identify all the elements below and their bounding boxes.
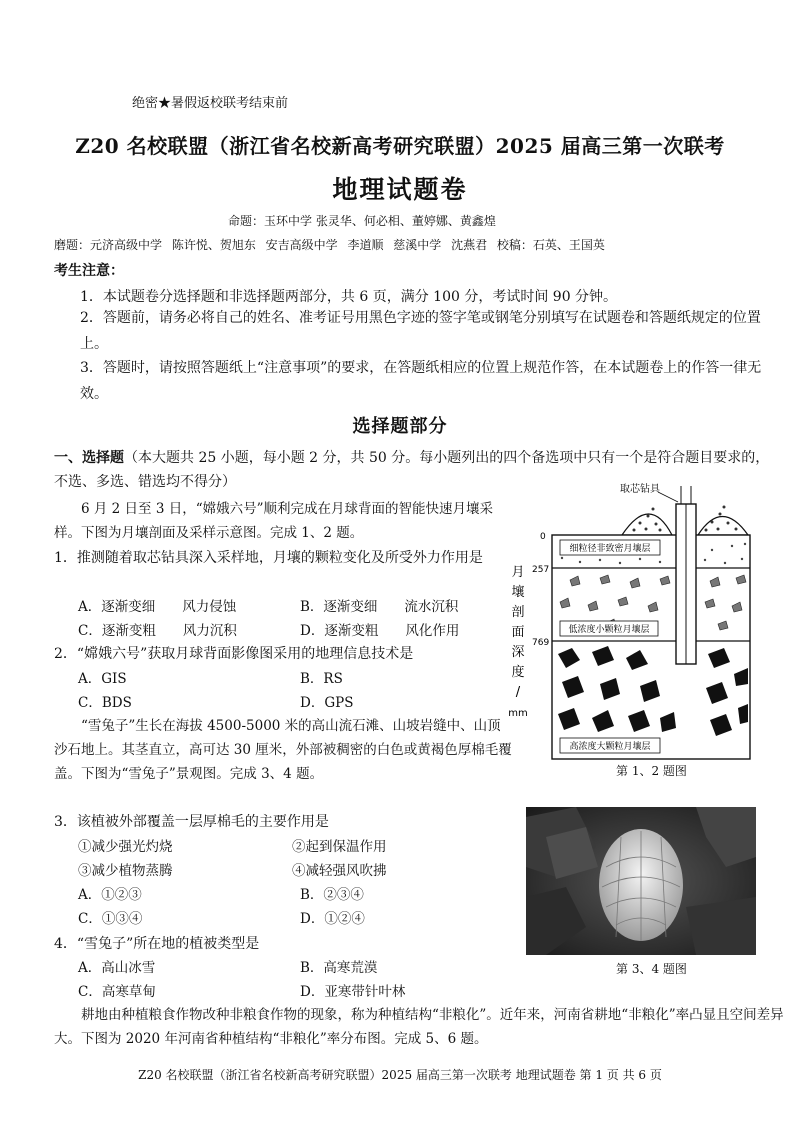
q3-statement-4: ④减轻强风吹拂 [292,863,387,879]
depth-mark: 257 [532,565,550,575]
note-item: 2．答题前，请务必将自己的姓名、准考证号用黑色字迹的签字笔或钢笔分别填写在试题卷和答题纸规定的位置上。 [80,310,761,352]
question-1-stem: 1．推测随着取芯钻具深入采样地，月壤的颗粒变化及所受外力作用是 [54,550,483,566]
note-item: 1．本试题卷分选择题和非选择题两部分，共 6 页，满分 100 分，考试时间 90 分钟。 [80,289,618,305]
q3-option-d: D．①②④ [300,911,365,927]
page-footer: Z20 名校联盟（浙江省名校新高考研究联盟）2025 届高三第一次联考 地理试题卷 第 1 页 共 6 页 [138,1068,662,1082]
q3-option-a: A．①②③ [78,887,142,903]
question-4-stem: 4．“雪兔子”所在地的植被类型是 [54,936,260,952]
q4-option-d: D．亚寒带针叶林 [300,984,406,1000]
depth-mark: 769 [532,638,550,648]
q3-option-b: B．②③④ [300,887,364,903]
passage-3: 耕地由种植粮食作物改种非粮食作物的现象，称为种植结构“非粮化”。近年来，河南省耕地“非粮化”率凸显且空间差异大。下图为 2020 年河南省种植结构“非粮化”率分布图。完成 5、6 题。 [54,1007,784,1047]
axis-label-char: 壤 [511,585,525,600]
note-item: 3．答题时，请按照答题纸上“注意事项”的要求，在答题纸相应的位置上规范作答，在本试题卷上的作答一律无效。 [80,360,762,402]
figure-1-caption: 第 1、2 题图 [616,764,687,778]
passage-2: “雪兔子”生长在海拔 4500-5000 米的高山流石滩、山坡岩缝中、山顶沙石地上。其茎直立，高可达 30 厘米，外部被稠密的白色或黄褐色厚棉毛覆盖。下图为“雪兔子”景观图。完成 3、4 题。 [54,718,512,782]
axis-label-char: / [515,685,521,700]
section-title: 选择题部分 [352,416,448,437]
soil-heap-right [698,517,748,536]
q1-option-d: D．逐渐变粗 风化作用 [300,623,460,639]
q2-option-b: B．RS [300,671,343,687]
setter-line: 命题：玉环中学 张灵华、何必相、董婷娜、黄鑫煌 [228,214,496,228]
drill-label: 取芯钻具 [620,484,660,495]
paper-subtitle: 地理试题卷 [332,175,468,204]
axis-label-char: 月 [511,565,525,580]
layer-label: 高浓度大颗粒月壤层 [569,742,651,752]
passage-1: 6 月 2 日至 3 日，“嫦娥六号”顺利完成在月球背面的智能快速月壤采样。下图为月壤剖面及采样示意图。完成 1、2 题。 [54,501,494,541]
layer-label: 低浓度小颗粒月壤层 [568,625,650,635]
q3-option-c: C．①③④ [78,911,143,927]
soil-heap-left [622,514,672,535]
axis-label-char: 度 [511,665,525,680]
q1-option-b: B．逐渐变细 流水沉积 [300,599,459,615]
layer-label: 细粒径非致密月壤层 [569,544,651,554]
question-3-stem: 3．该植被外部覆盖一层厚棉毛的主要作用是 [54,814,329,830]
q3-statement-2: ②起到保温作用 [292,839,387,855]
q4-option-c: C．高寒草甸 [78,984,156,1000]
q1-option-a: A．逐渐变细 风力侵蚀 [78,599,237,615]
axis-label-char: mm [508,708,528,719]
figure-2-caption: 第 3、4 题图 [616,962,687,976]
q2-option-d: D．GPS [300,695,354,711]
axis-label-char: 面 [511,625,525,640]
q2-option-a: A．GIS [78,671,127,687]
exam-title: Z20 名校联盟（浙江省名校新高考研究联盟）2025 届高三第一次联考 [75,134,725,158]
lunar-soil-profile-figure [500,478,760,760]
question-2-stem: 2．“嫦娥六号”获取月球背面影像图采用的地理信息技术是 [54,646,414,662]
q4-option-a: A．高山冰雪 [78,960,156,976]
q4-option-b: B．高寒荒漠 [300,960,378,976]
reviewer-line: 磨题：元济高级中学 陈许悦、贺旭东 安吉高级中学 李道顺 慈溪中学 沈燕君 校稿：石英、王国英 [54,238,605,252]
q2-option-c: C．BDS [78,695,132,711]
depth-mark: 0 [540,532,546,542]
confidential-line: 绝密★暑假返校联考结束前 [132,96,289,111]
q3-statement-3: ③减少植物蒸腾 [78,863,173,879]
snow-rabbit-photo [526,807,756,955]
notes-heading: 考生注意： [54,263,124,279]
part-one-label: 一、选择题 [54,450,124,466]
q3-statement-1: ①减少强光灼烧 [78,839,173,855]
q1-option-c: C．逐渐变粗 风力沉积 [78,623,237,639]
axis-label-char: 剖 [511,605,525,620]
axis-label-char: 深 [511,645,525,660]
part-one-text: （本大题共 25 小题，每小题 2 分，共 50 分。每小题列出的四个备选项中只有一个是符合题目要求的，不选、多选、错选均不得分） [54,450,770,490]
